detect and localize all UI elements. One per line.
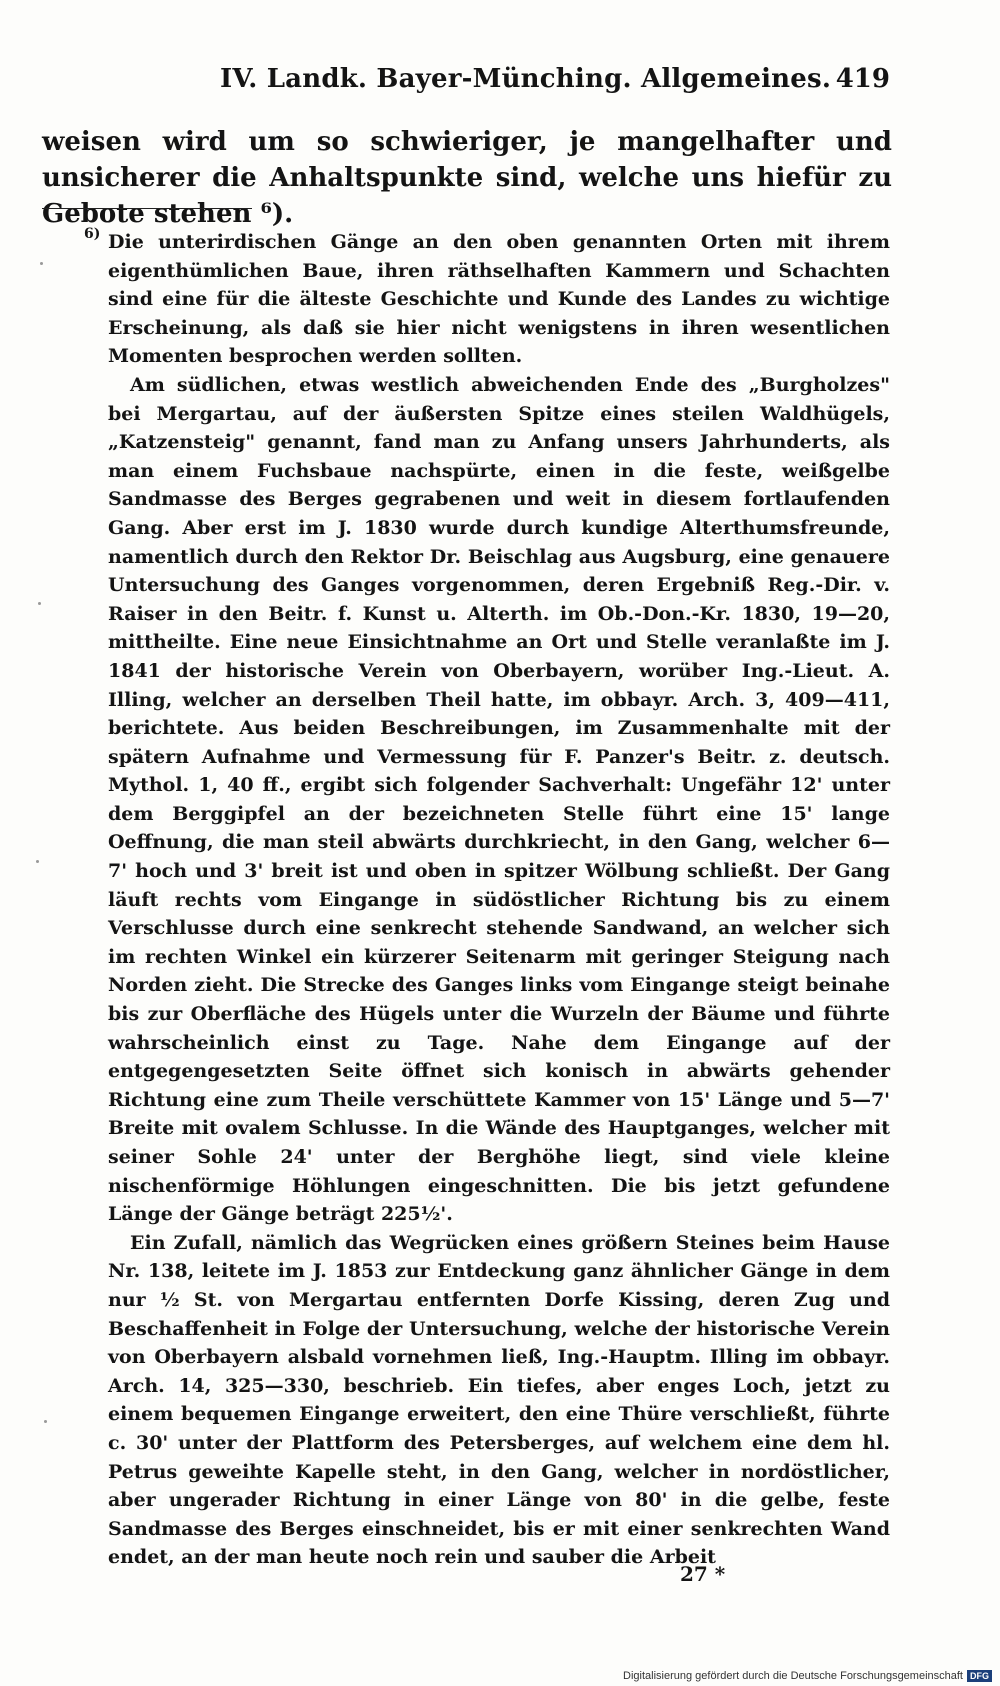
footnote-paragraph: Ein Zufall, nämlich das Wegrücken eines größern Steines beim Hause Nr. 138, leitete im J. 1853 zur Entdeckung ganz ähnlicher Gänge in dem nur ½ St. von Mergartau entfernten Dorfe Kissing, deren Zug und Beschaffenheit in Folge der Untersuchung, welche der historische Verein von Oberbayern alsbald vornehmen ließ, Ing.-Hauptm. Illing im obbayr. Arch. 14, 325—330, beschrieb. Ein tiefes, aber enges Loch, jetzt zu einem bequemen Eingange erweitert, den eine Thüre verschließt, führte c. 30' unter der Plattform des Petersberges, auf welchem eine dem hl. Petrus geweihte Kapelle steht, in den Gang, welcher in nordöstlicher, aber ungerader Richtung in einer Länge von 80' in die gelbe, feste Sandmasse des Berges einschneidet, bis er mit einer senkrechten Wand endet, an der man heute noch rein und sauber die Arbeit (108, 1231, 890, 1569)
footnote-paragraph: Die unterirdischen Gänge an den oben genannten Orten mit ihrem eigenthümlichen Baue, ihren räthselhaften Kammern und Schachten sind eine für die älteste Geschichte und Kunde des Landes zu wichtige Erscheinung, als daß sie hier nicht wenigstens in ihren wesentlichen Momenten besprochen werden sollten. (108, 231, 890, 368)
intro-text: weisen wird um so schwieriger, je mangelhafter und unsicherer die Anhaltspunkte sind, welche uns hiefür zu Gebote stehen ⁶). (42, 127, 892, 229)
footnote-paragraph: Am südlichen, etwas westlich abweichenden Ende des „Burgholzes" bei Mergartau, auf der äußersten Spitze eines steilen Waldhügels, „Katzensteig" genannt, fand man zu Anfang unsers Jahrhunderts, als man einem Fuchsbaue nachspürte, einen in die feste, weißgelbe Sandmasse des Berges gegrabenen und weit in diesem fortlaufenden Gang. Aber erst im J. 1830 wurde durch kundige Alterthumsfreunde, namentlich durch den Rektor Dr. Beischlag aus Augsburg, eine genauere Untersuchung des Ganges vorgenommen, deren Ergebniß Reg.-Dir. v. Raiser in den Beitr. f. Kunst u. Alterth. im Ob.-Don.-Kr. 1830, 19—20, mittheilte. Eine neue Einsichtnahme an Ort und Stelle veranlaßte im J. 1841 der historische Verein von Oberbayern, worüber Ing.-Lieut. A. Illing, welcher an derselben Theil hatte, im obbayr. Arch. 3, 409—411, berichtete. Aus beiden Beschreibungen, im Zusammenhalte mit der spätern Aufnahme und Vermessung für F. Panzer's Beitr. z. deutsch. Mythol. 1, 40 ff., ergibt sich folgender Sachverhalt: Ungefähr 12' unter dem Berggipfel an der bezeichneten Stelle führt eine 15' lange Oeffnung, die man steil abwärts durchkriecht, in den Gang, welcher 6—7' hoch und 3' breit ist und oben in spitzer Wölbung schließt. Der Gang läuft rechts vom Eingange in südöstlicher Richtung bis zu einem Verschlusse durch eine senkrecht stehende Sandwand, an welcher sich im rechten Winkel ein kürzerer Seitenarm mit geringer Steigung nach Norden zieht. Die Strecke des Ganges links vom Eingange steigt beinahe bis zur Oberfläche des Hügels unter die Wurzeln der Bäume und führte wahrscheinlich einst zu Tage. Nahe dem Eingange auf der entgegengesetzten Seite öffnet sich konisch in abwärts gehender Richtung eine zum Theile verschüttete Kammer von 15' Länge und 5—7' Breite mit ovalem Schlusse. In die Wände des Hauptganges, welcher mit seiner Sohle 24' unter der Berghöhe liegt, sind viele kleine nischenförmige Höhlungen eingeschnitten. Die bis jetzt gefundene Länge der Gänge beträgt 225½'. (108, 373, 890, 1226)
dfg-logo: DFG (967, 1670, 992, 1682)
scan-speck (36, 860, 39, 863)
signature-mark: 27 * (680, 1562, 726, 1586)
scan-speck (40, 262, 43, 265)
running-title: IV. Landk. Bayer-Münching. Allgemeines. (220, 64, 832, 94)
footnote-body (108, 228, 890, 1572)
footer-text: Digitalisierung gefördert durch die Deutsche Forschungsgemeinschaft (623, 1670, 963, 1682)
page-number: 419 (835, 64, 890, 94)
running-header (120, 62, 890, 102)
footnote-separator (42, 208, 252, 209)
scan-speck (44, 1420, 47, 1423)
scan-speck (38, 602, 41, 605)
footnote-marker: 6) (84, 226, 101, 242)
digitization-footer (623, 1670, 992, 1682)
